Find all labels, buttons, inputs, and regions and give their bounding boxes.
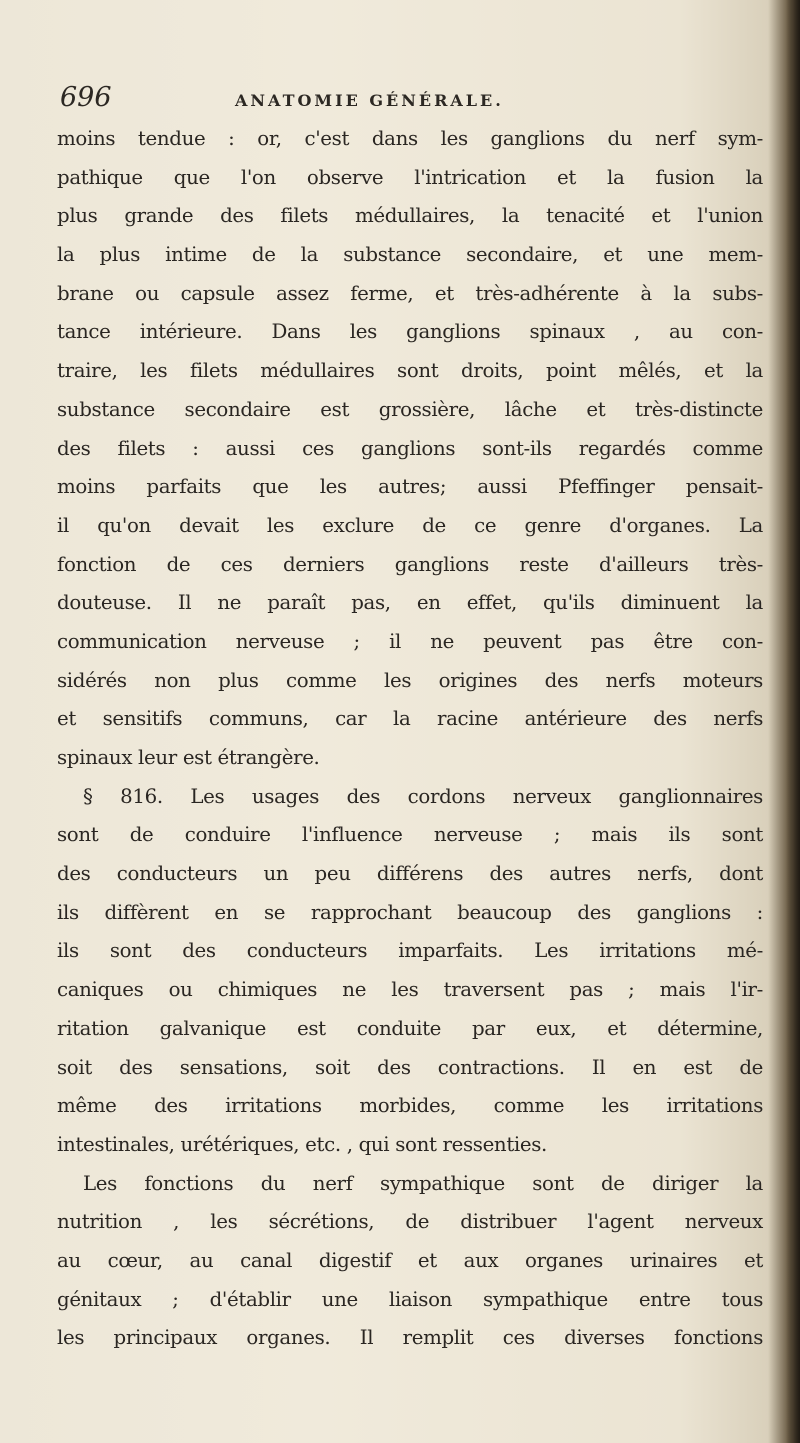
text-line: et sensitifs communs, car la racine antérieure des nerfs <box>57 707 763 731</box>
text-line: des filets : aussi ces ganglions sont-ils regardés comme <box>57 436 763 460</box>
text-line: la plus intime de la substance secondaire, et une mem- <box>57 243 763 267</box>
paragraph-end-line: intestinales, urétériques, etc. , qui sont ressenties. <box>57 1132 547 1156</box>
text-line: moins tendue : or, c'est dans les ganglions du nerf sym- <box>57 127 763 150</box>
text-line: sidérés non plus comme les origines des nerfs moteurs <box>57 668 763 692</box>
running-head <box>60 82 760 122</box>
text-line: soit des sensations, soit des contractions. Il en est de <box>57 1055 763 1079</box>
text-line: ils sont des conducteurs imparfaits. Les irritations mé- <box>57 939 763 963</box>
text-line: des conducteurs un peu différens des autres nerfs, dont <box>57 862 763 886</box>
page-edge-shadow <box>786 0 800 1443</box>
page-number: 696 <box>60 82 112 113</box>
text-line: communication nerveuse ; il ne peuvent pas être con- <box>57 629 763 653</box>
text-line: sont de conduire l'influence nerveuse ; mais ils sont <box>57 823 763 847</box>
text-line: ritation galvanique est conduite par eux, et détermine, <box>57 1016 763 1040</box>
text-line: caniques ou chimiques ne les traversent pas ; mais l'ir- <box>57 978 763 1002</box>
text-line: génitaux ; d'établir une liaison sympathique entre tous <box>57 1287 763 1311</box>
text-line: traire, les filets médullaires sont droits, point mêlés, et la <box>57 359 763 383</box>
text-line: moins parfaits que les autres; aussi Pfeffinger pensait- <box>57 475 763 499</box>
paragraph-end-line: spinaux leur est étrangère. <box>57 746 320 769</box>
text-line: fonction de ces derniers ganglions reste d'ailleurs très- <box>57 552 763 576</box>
text-line: pathique que l'on observe l'intrication et la fusion la <box>57 165 763 189</box>
paragraph-start-line: Les fonctions du nerf sympathique sont de diriger la <box>83 1171 763 1195</box>
running-title: ANATOMIE GÉNÉRALE. <box>235 91 504 110</box>
body-text <box>57 120 763 1358</box>
text-line: ils diffèrent en se rapprochant beaucoup des ganglions : <box>57 900 763 924</box>
text-line: les principaux organes. Il remplit ces diverses fonctions <box>57 1326 763 1350</box>
text-line: substance secondaire est grossière, lâche et très-distincte <box>57 397 763 421</box>
text-line: même des irritations morbides, comme les irritations <box>57 1094 763 1118</box>
text-line: tance intérieure. Dans les ganglions spinaux , au con- <box>57 320 763 344</box>
text-line: plus grande des filets médullaires, la tenacité et l'union <box>57 204 763 228</box>
section-start-line: § 816. Les usages des cordons nerveux ganglionnaires <box>83 784 763 808</box>
text-line: brane ou capsule assez ferme, et très-adhérente à la subs- <box>57 281 763 305</box>
text-line: il qu'on devait les exclure de ce genre d'organes. La <box>57 513 763 537</box>
text-line: au cœur, au canal digestif et aux organes urinaires et <box>57 1248 763 1272</box>
text-line: nutrition , les sécrétions, de distribuer l'agent nerveux <box>57 1210 763 1234</box>
text-line: douteuse. Il ne paraît pas, en effet, qu'ils diminuent la <box>57 591 763 615</box>
